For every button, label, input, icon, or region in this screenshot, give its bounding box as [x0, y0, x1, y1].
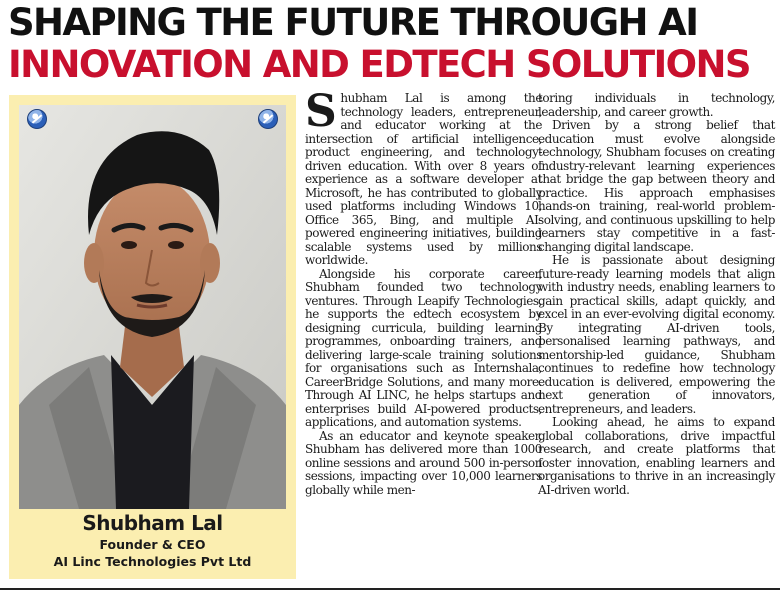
portrait-illustration — [19, 105, 286, 509]
profile-name: Shubham Lal — [82, 511, 223, 535]
profile-card — [9, 95, 296, 579]
profile-role: Founder & CEO — [99, 537, 206, 552]
bottom-rule — [0, 588, 780, 590]
article-paragraph: Shubham Lal is among the technology leaders, entrepreneur, and educator working at the intersection of artificial intelligence, product engineering, and technology-driven education. With over 8 years of experience as a software developer at Microsoft, he has contributed to globally used platforms including Windows 10, Office 365, Bing, and multiple AI-powered engineering initiatives, building scalable systems used by millions worldwide. — [305, 86, 542, 267]
article-paragraph: Alongside his corporate career, Shubham founded two technology ventures. Through Leapify Technologies, he supports the edtech ecosystem by designing curricula, building learning programmes, onboarding trainers, and delivering large-scale training solutions for organisations such as Internshala, CareerBridge Solutions, and many more. Through AI LINC, he helps startups and enterprises build AI-powered products, applications, and automation systems. — [305, 266, 542, 429]
headline-line-2: INNOVATION AND EDTECH SOLUTIONS — [8, 43, 750, 86]
article-column-2 — [538, 92, 775, 497]
article-column-1 — [305, 86, 542, 497]
portrait-photo — [19, 105, 286, 509]
pushpin-icon — [258, 109, 278, 129]
profile-caption — [9, 509, 296, 569]
article-paragraph: Driven by a strong belief that education must evolve alongside technology, Shubham focuses on creating industry-relevant learning experiences that bridge the gap between theory and practice. His approach emphasises hands-on training, real-world problem-solving, and continuous upskilling to help learners stay competitive in a fast-changing digital landscape. — [538, 118, 775, 254]
headline — [8, 2, 778, 86]
profile-organization: AI Linc Technologies Pvt Ltd — [53, 554, 252, 569]
pushpin-icon — [27, 109, 47, 129]
drop-cap: S — [305, 86, 337, 137]
article-paragraph: toring individuals in technology, leadership, and career growth. — [538, 91, 775, 119]
article-paragraph: As an educator and keynote speaker, Shubham has delivered more than 1000 online sessions and around 500 in-person sessions, impacting over 10,000 learners globally while men- — [305, 428, 542, 497]
article-paragraph: He is passionate about designing future-ready learning models that align with industry needs, enabling learners to gain practical skills, adapt quickly, and excel in an ever-evolving digital economy. By integrating AI-driven tools, personalised learning pathways, and mentorship-led guidance, Shubham continues to redefine how technology education is delivered, empowering the next generation of innovators, entrepreneurs, and leaders. — [538, 253, 775, 416]
headline-line-1: SHAPING THE FUTURE THROUGH AI — [8, 1, 698, 44]
article-paragraph: Looking ahead, he aims to expand global collaborations, drive impactful research, and create platforms that foster innovation, enabling learners and organisations to thrive in an increasingly AI-driven world. — [538, 415, 775, 497]
